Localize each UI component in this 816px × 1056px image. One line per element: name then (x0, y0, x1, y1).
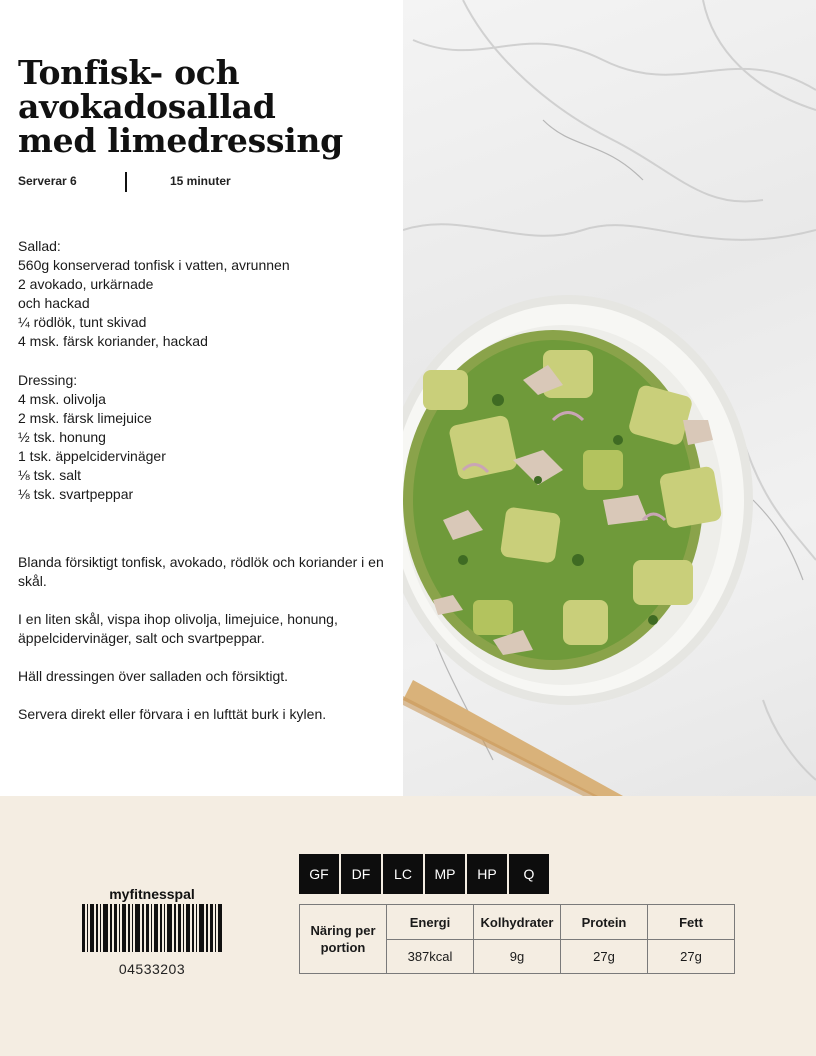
nutrition-header-protein: Protein (561, 905, 648, 940)
ingredient-line: Dressing: (18, 371, 78, 388)
diet-tags (299, 854, 551, 894)
instruction-step: Blanda försiktigt tonfisk, avokado, rödlök och koriander i en skål. (18, 554, 384, 589)
nutrition-value-carbs: 9g (474, 940, 561, 974)
barcode-icon (82, 904, 222, 952)
ingredient-line: 4 msk. färsk koriander, hackad (18, 333, 208, 350)
servings-label: Serverar 6 (18, 174, 77, 188)
nutrition-header-energy: Energi (387, 905, 474, 940)
ingredient-line: och hackad (18, 295, 90, 312)
instruction-step: I en liten skål, vispa ihop olivolja, limejuice, honung, äppelcidervinäger, salt och svartpeppar. (18, 611, 338, 646)
instruction-step: Servera direkt eller förvara i en lufttät burk i kylen. (18, 706, 327, 722)
tag-df: DF (341, 854, 381, 894)
recipe-title (18, 53, 393, 160)
instruction-step: Häll dressingen över salladen och försiktigt. (18, 668, 289, 684)
ingredient-line: Sallad: (18, 238, 61, 254)
instructions (18, 553, 388, 743)
tag-mp: MP (425, 854, 465, 894)
ingredients-list (18, 237, 388, 504)
brand-name: myfitnesspal (109, 886, 195, 902)
ingredient-line: ⅛ tsk. salt (18, 467, 82, 484)
tag-hp: HP (467, 854, 507, 894)
ingredient-line: ⅛ tsk. svartpeppar (18, 486, 134, 503)
ingredient-line: 2 avokado, urkärnade (18, 276, 154, 293)
nutrition-header-carbs: Kolhydrater (474, 905, 561, 940)
tag-q: Q (509, 854, 549, 894)
nutrition-value-energy: 387kcal (387, 940, 474, 974)
recipe-meta (18, 172, 388, 194)
nutrition-row-label: Näring per portion (300, 905, 387, 974)
ingredient-line: ½ tsk. honung (18, 428, 106, 445)
salad-illustration (403, 0, 816, 796)
ingredient-spacer (18, 352, 388, 371)
nutrition-header-fat: Fett (648, 905, 735, 940)
title-line-3: med limedressing (18, 121, 343, 160)
nutrition-value-protein: 27g (561, 940, 648, 974)
ingredient-line: 4 msk. olivolja (18, 390, 106, 407)
ingredient-line: 1 tsk. äppelcidervinäger (18, 448, 166, 465)
nutrition-value-fat: 27g (648, 940, 735, 974)
tag-gf: GF (299, 854, 339, 894)
ingredient-line: 2 msk. färsk limejuice (18, 409, 152, 426)
ingredient-line: 560g konserverad tonfisk i vatten, avrunnen (18, 257, 290, 274)
time-label: 15 minuter (170, 174, 231, 188)
tag-lc: LC (383, 854, 423, 894)
ingredient-line: ¼ rödlök, tunt skivad (18, 314, 147, 331)
title-line-1: Tonfisk- och (18, 53, 240, 92)
meta-divider (125, 172, 127, 192)
nutrition-table (299, 904, 735, 974)
salad-photo (403, 0, 816, 796)
barcode-number: 04533203 (118, 961, 186, 977)
title-line-2: avokadosallad (18, 87, 276, 126)
